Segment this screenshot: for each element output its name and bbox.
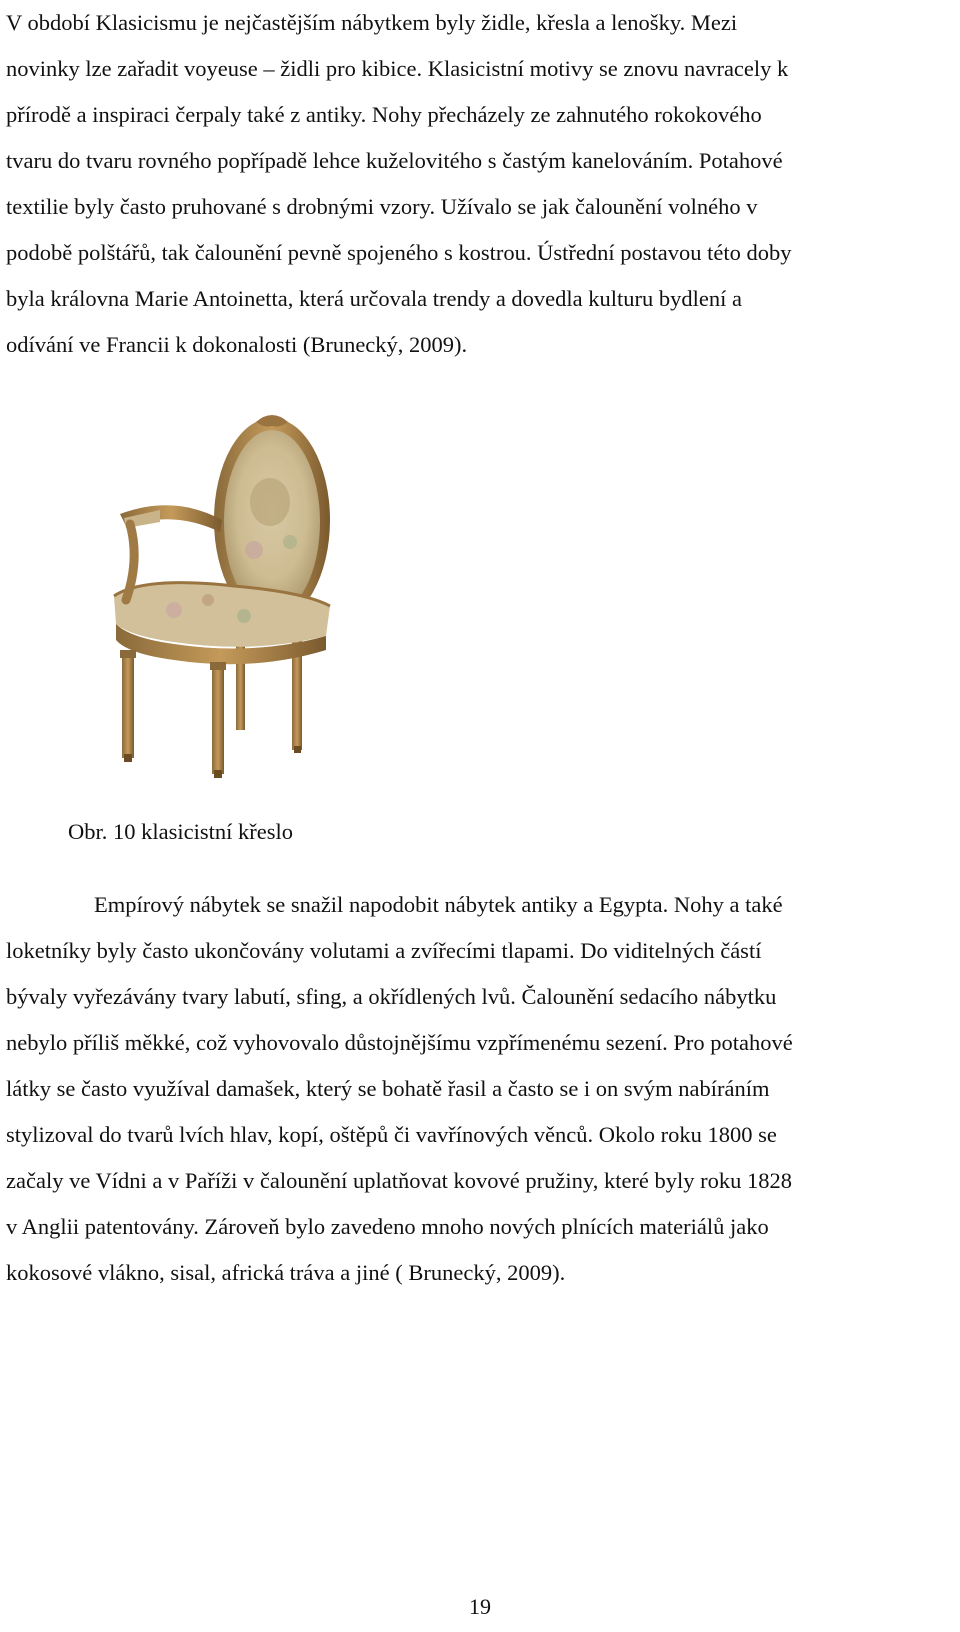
- text-line: textilie byly často pruhované s drobnými vzory. Užívalo se jak čalounění volného v: [6, 194, 758, 219]
- figure-caption: Obr. 10 klasicistní křeslo: [68, 819, 293, 844]
- text-line: přírodě a inspiraci čerpaly také z antiky. Nohy přecházely ze zahnutého rokokového: [6, 102, 762, 127]
- page-number: 19: [469, 1594, 491, 1619]
- text-line: začaly ve Vídni a v Paříži v čalounění uplatňovat kovové pružiny, které byly roku 1828: [6, 1168, 793, 1193]
- text-line: byla královna Marie Antoinetta, která určovala trendy a dovedla kulturu bydlení a: [6, 286, 742, 311]
- text-line: odívání ve Francii k dokonalosti (Brunecký, 2009).: [6, 332, 468, 357]
- text-line: bývaly vyřezávány tvary labutí, sfing, a okřídlených lvů. Čalounění sedacího nábytku: [6, 984, 777, 1009]
- text-line: stylizoval do tvarů lvích hlav, kopí, oštěpů či vavřínových věnců. Okolo roku 1800 se: [6, 1122, 777, 1147]
- text-line: podobě polštářů, tak čalounění pevně spojeného s kostrou. Ústřední postavou této doby: [6, 240, 792, 265]
- text-line: látky se často využíval damašek, který se bohatě řasil a často se i on svým nabíráním: [6, 1076, 770, 1101]
- text-line: kokosové vlákno, sisal, africká tráva a jiné ( Brunecký, 2009).: [6, 1260, 566, 1285]
- text-line: novinky lze zařadit voyeuse – židli pro kibice. Klasicistní motivy se znovu navracely k: [6, 56, 789, 81]
- armchair-illustration: [104, 410, 364, 780]
- paragraph-classicism: [6, 0, 930, 368]
- text-line: tvaru do tvaru rovného popřípadě lehce kuželovitého s častým kanelováním. Potahové: [6, 148, 783, 173]
- text-line: loketníky byly často ukončovány volutami a zvířecími tlapami. Do viditelných částí: [6, 938, 762, 963]
- classicist-armchair-image: [104, 410, 364, 780]
- paragraph-empire: [6, 882, 930, 1296]
- text-line: nebylo příliš měkké, což vyhovovalo důstojnějšímu vzpřímenému sezení. Pro potahové: [6, 1030, 793, 1055]
- text-line: Empírový nábytek se snažil napodobit nábytek antiky a Egypta. Nohy a také: [94, 892, 783, 917]
- text-line: v Anglii patentovány. Zároveň bylo zavedeno mnoho nových plnících materiálů jako: [6, 1214, 769, 1239]
- text-line: V období Klasicismu je nejčastějším nábytkem byly židle, křesla a lenošky. Mezi: [6, 10, 738, 35]
